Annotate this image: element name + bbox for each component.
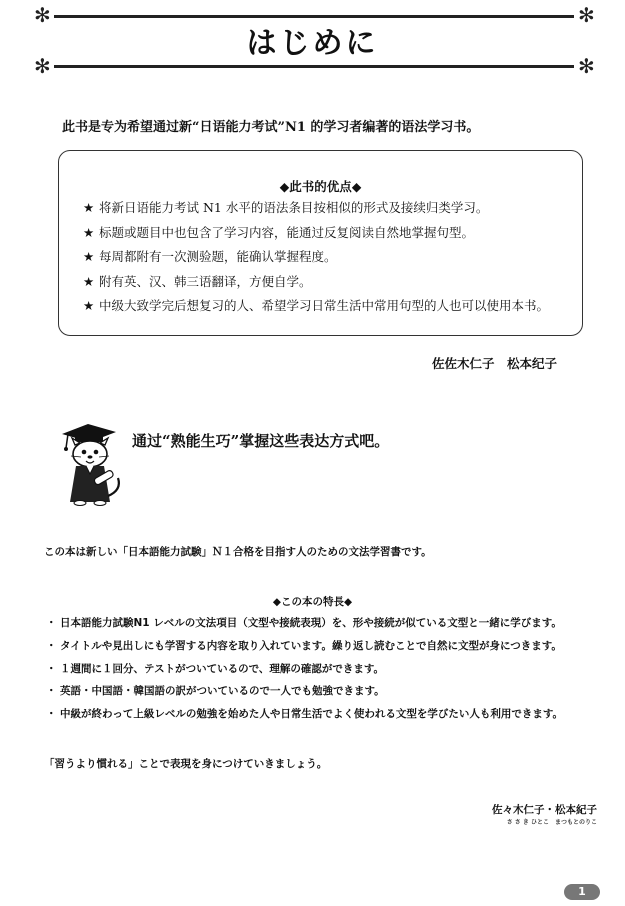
jp-features-list xyxy=(46,616,563,730)
list-item: ・ 中級が終わって上級レベルの勉強を始めた人や日常生活でよく使われる文型を学びたい人も利用できます。 xyxy=(46,708,564,721)
dot-bullet-icon: ・ xyxy=(46,662,57,675)
motto-text: 通过“熟能生巧”掌握这些表达方式吧。 xyxy=(132,432,390,450)
list-item: ・ タイトルや見出しにも学習する内容を取り入れています。繰り返し読むことで自然に文型が身につきます。 xyxy=(46,639,562,652)
star-bullet-icon: ★ xyxy=(83,224,95,240)
zh-features-list xyxy=(83,199,549,322)
ornament-star-icon: ✻ xyxy=(578,54,595,78)
jp-intro-text: この本は新しい「日本語能力試験」Ｎ１合格を目指す人のための文法学習書です。 xyxy=(44,546,432,558)
star-bullet-icon: ★ xyxy=(83,298,95,313)
zh-intro-text: 此书是专为希望通过新“日语能力考试”N1 的学习者编著的语法学习书。 xyxy=(62,120,480,135)
ornament-star-icon: ✻ xyxy=(34,3,51,27)
list-item: ・ 英語・中国語・韓国語の訳がついているので一人でも勉強できます。 xyxy=(46,685,385,698)
ornament-star-icon: ✻ xyxy=(34,54,51,78)
star-bullet-icon: ★ xyxy=(83,200,95,215)
jp-authors-names: 佐々木仁子・松本紀子 xyxy=(492,804,597,816)
page-title: はじめに xyxy=(246,26,379,61)
ornament-star-icon: ✻ xyxy=(578,3,595,27)
jp-closing-text: 「習うより慣れる」ことで表現を身につけていきましょう。 xyxy=(44,758,328,770)
graduate-cat-mascot-icon xyxy=(58,418,128,506)
star-bullet-icon: ★ xyxy=(83,249,95,264)
dot-bullet-icon: ・ xyxy=(46,617,57,629)
star-bullet-icon: ★ xyxy=(83,273,95,289)
jp-authors xyxy=(492,802,597,826)
list-item: ★ 将新日语能力考试 N1 水平的语法条目按相似的形式及接续归类学习。 xyxy=(83,200,489,215)
jp-authors-furigana: さ さ き ひとこ まつもとのりこ xyxy=(506,819,597,826)
dot-bullet-icon: ・ xyxy=(46,685,57,698)
list-item: ★ 中级大致学完后想复习的人、希望学习日常生活中常用句型的人也可以使用本书。 xyxy=(83,298,550,313)
list-item: ・ 日本語能力試験N1 レベルの文法項目（文型や接続表現）を、形や接続が似ている文型と一緒に学びます。 xyxy=(46,617,562,629)
zh-features-heading: ◆此书的优点◆ xyxy=(279,179,362,194)
page-number-badge: 1 xyxy=(564,884,600,900)
list-item: ・ １週間に１回分、テストがついているので、理解の確認ができます。 xyxy=(46,662,385,675)
zh-authors: 佐佐木仁子 松本纪子 xyxy=(431,356,557,371)
jp-features-heading: ◆この本の特長◆ xyxy=(272,596,353,608)
list-item: ★ 附有英、汉、韩三语翻译，方便自学。 xyxy=(83,273,312,289)
dot-bullet-icon: ・ xyxy=(46,639,57,652)
list-item: ★ 每周都附有一次测验题，能确认掌握程度。 xyxy=(83,249,337,264)
dot-bullet-icon: ・ xyxy=(46,708,57,721)
header-rule-bottom xyxy=(54,65,574,68)
zh-features-box xyxy=(58,150,583,336)
list-item: ★ 标题或题目中也包含了学习内容，能通过反复阅读自然地掌握句型。 xyxy=(83,224,475,240)
